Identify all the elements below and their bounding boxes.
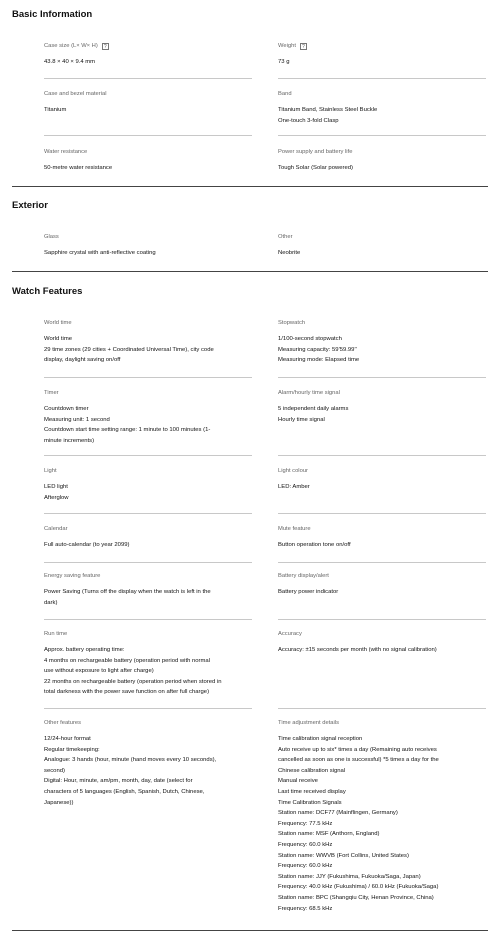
divider <box>278 78 486 79</box>
field-value <box>44 334 252 366</box>
field-value <box>278 540 486 551</box>
field-alarm <box>278 389 486 425</box>
field-water-resistance <box>44 148 252 174</box>
value-line: Frequency: 77.5 kHz <box>278 820 333 827</box>
value-line: One-touch 3-fold Clasp <box>278 117 339 124</box>
value-line: LED light <box>44 484 68 490</box>
field-label: Glass <box>44 234 59 240</box>
field-value <box>278 105 486 126</box>
value-line: 29 time zones (29 cities + Coordinated Universal Time), city code <box>44 346 214 353</box>
section-divider <box>12 930 488 931</box>
section-title-basic-information: Basic Information <box>12 9 93 20</box>
divider <box>44 135 252 136</box>
field-calendar <box>44 525 252 551</box>
field-case-size <box>44 42 252 68</box>
field-value <box>278 645 486 656</box>
field-mute <box>278 525 486 551</box>
value-line: Neobrite <box>278 250 301 256</box>
divider <box>44 377 252 378</box>
value-line: Power Saving (Turns off the display when the watch is left in the <box>44 589 211 595</box>
field-label: Other <box>278 234 293 240</box>
field-other <box>278 233 486 259</box>
field-value <box>278 482 486 493</box>
field-label: Water resistance <box>44 149 88 155</box>
value-line: 12/24-hour format <box>44 736 91 742</box>
value-line: Time calibration signal reception <box>278 736 363 742</box>
field-run-time <box>44 630 252 698</box>
field-label: Time adjustment details <box>278 720 340 726</box>
value-line: 5 independent daily alarms <box>278 406 349 412</box>
divider <box>44 78 252 79</box>
field-label: Energy saving feature <box>44 573 101 579</box>
value-line: Last time received display <box>278 788 346 795</box>
value-line: Manual receive <box>278 778 318 785</box>
field-value <box>278 334 486 366</box>
divider <box>278 619 486 620</box>
value-line: 43.8 × 40 × 9.4 mm <box>44 59 96 65</box>
value-line: dark) <box>44 599 58 606</box>
value-line: Chinese calibration signal <box>278 767 346 774</box>
section-divider <box>12 186 488 187</box>
field-label: Case and bezel material <box>44 91 107 97</box>
value-line: Digital: Hour, minute, am/pm, month, day, date (select for <box>44 778 193 785</box>
value-line: World time <box>44 336 73 342</box>
value-line: Analogue: 3 hands (hour, minute (hand moves every 10 seconds), <box>44 757 217 764</box>
field-battery-display <box>278 572 486 598</box>
value-line: Station name: MSF (Anthorn, England) <box>278 831 380 838</box>
field-label: Power supply and battery life <box>278 149 353 155</box>
value-line: Countdown start time setting range: 1 minute to 100 minutes (1- <box>44 427 211 434</box>
value-line: display, daylight saving on/off <box>44 357 121 364</box>
field-value <box>44 587 252 608</box>
section-title-watch-features: Watch Features <box>12 286 83 297</box>
field-label: Timer <box>44 390 59 396</box>
field-value <box>44 105 252 116</box>
field-light-colour <box>278 467 486 493</box>
value-line: Frequency: 60.0 kHz <box>278 841 333 848</box>
value-line: characters of 5 languages (English, Spanish, Dutch, Chinese, <box>44 788 205 795</box>
divider <box>278 135 486 136</box>
divider <box>44 513 252 514</box>
field-light <box>44 467 252 503</box>
field-other-features <box>44 719 252 808</box>
help-icon[interactable]: ? <box>102 43 109 50</box>
value-line: Frequency: 68.5 kHz <box>278 905 333 912</box>
value-line: Auto receive up to six* times a day (Remaining auto receives <box>278 746 437 753</box>
field-label: Battery display/alert <box>278 573 329 579</box>
field-value <box>44 734 252 808</box>
value-line: Approx. battery operating time: <box>44 647 125 653</box>
field-label: Alarm/hourly time signal <box>278 390 340 396</box>
field-glass <box>44 233 252 259</box>
field-value <box>278 57 486 68</box>
value-line: Button operation tone on/off <box>278 542 351 548</box>
value-line: Tough Solar (Solar powered) <box>278 165 353 171</box>
value-line: Frequency: 40.0 kHz (Fukushima) / 60.0 kHz (Fukuoka/Saga) <box>278 884 439 891</box>
field-accuracy <box>278 630 486 656</box>
divider <box>44 562 252 563</box>
field-label: Light <box>44 468 57 474</box>
value-line: LED: Amber <box>278 484 310 490</box>
divider <box>278 562 486 563</box>
value-line: Frequency: 60.0 kHz <box>278 863 333 870</box>
value-line: cancelled as soon as one is successful) *5 times a day for the <box>278 757 439 764</box>
field-value <box>44 645 252 698</box>
value-line: Regular timekeeping: <box>44 746 100 753</box>
field-value <box>278 163 486 174</box>
field-value <box>278 587 486 598</box>
value-line: Titanium <box>44 107 67 113</box>
field-value <box>44 57 252 68</box>
field-power-supply <box>278 148 486 174</box>
divider <box>44 455 252 456</box>
value-line: Measuring unit: 1 second <box>44 416 110 423</box>
value-line: Afterglow <box>44 494 69 501</box>
value-line: Station name: WWVB (Fort Collins, United States) <box>278 852 409 859</box>
field-value <box>278 404 486 425</box>
field-band <box>278 90 486 126</box>
value-line: Station name: BPC (Shangqiu City, Henan Province, China) <box>278 894 434 901</box>
field-value <box>44 482 252 503</box>
field-case-material <box>44 90 252 116</box>
value-line: 4 months on rechargeable battery (operation period with normal <box>44 657 211 664</box>
value-line: second) <box>44 767 65 774</box>
field-value <box>278 248 486 259</box>
value-line: Battery power indicator <box>278 589 339 595</box>
field-label: World time <box>44 320 72 326</box>
divider <box>278 377 486 378</box>
field-label: Weight <box>278 43 296 49</box>
field-label: Calendar <box>44 526 68 532</box>
field-value <box>44 163 252 174</box>
value-line: 1/100-second stopwatch <box>278 336 342 342</box>
value-line: 50-metre water resistance <box>44 165 113 171</box>
field-weight <box>278 42 486 68</box>
value-line: 73 g <box>278 59 290 65</box>
field-label: Light colour <box>278 468 308 474</box>
value-line: use without exposure to light after charge) <box>44 668 154 675</box>
value-line: total darkness with the power save function on after full charge) <box>44 689 210 696</box>
section-divider <box>12 271 488 272</box>
value-line: Time Calibration Signals <box>278 799 342 806</box>
value-line: Countdown timer <box>44 406 89 412</box>
section-title-exterior: Exterior <box>12 200 48 211</box>
value-line: Hourly time signal <box>278 416 325 423</box>
field-stopwatch <box>278 319 486 366</box>
field-value <box>44 540 252 551</box>
value-line: Sapphire crystal with anti-reflective coating <box>44 250 156 256</box>
field-label: Band <box>278 91 292 97</box>
value-line: Measuring mode: Elapsed time <box>278 357 360 364</box>
value-line: Japanese)) <box>44 799 74 806</box>
field-value <box>278 734 486 914</box>
field-value <box>44 248 252 259</box>
value-line: 22 months on rechargeable battery (operation period when stored in <box>44 678 222 685</box>
value-line: minute increments) <box>44 437 95 444</box>
value-line: Accuracy: ±15 seconds per month (with no signal calibration) <box>278 647 437 653</box>
help-icon[interactable]: ? <box>300 43 307 50</box>
field-value <box>44 404 252 446</box>
divider <box>278 708 486 709</box>
field-energy-saving <box>44 572 252 608</box>
divider <box>278 513 486 514</box>
value-line: Station name: JJY (Fukushima, Fukuoka/Saga, Japan) <box>278 873 421 880</box>
field-label: Mute feature <box>278 526 311 532</box>
field-label: Case size (L× W× H) <box>44 43 98 49</box>
field-label: Run time <box>44 631 68 637</box>
divider <box>44 708 252 709</box>
divider <box>278 455 486 456</box>
field-label: Stopwatch <box>278 320 306 326</box>
divider <box>44 619 252 620</box>
value-line: Station name: DCF77 (Mainflingen, Germany) <box>278 810 398 817</box>
field-label: Accuracy <box>278 631 302 637</box>
value-line: Titanium Band, Stainless Steel Buckle <box>278 107 378 113</box>
value-line: Full auto-calendar (to year 2099) <box>44 542 130 548</box>
field-time-adjustment <box>278 719 486 914</box>
field-world-time <box>44 319 252 366</box>
field-label: Other features <box>44 720 82 726</box>
field-timer <box>44 389 252 446</box>
value-line: Measuring capacity: 59'59.99'' <box>278 346 357 353</box>
